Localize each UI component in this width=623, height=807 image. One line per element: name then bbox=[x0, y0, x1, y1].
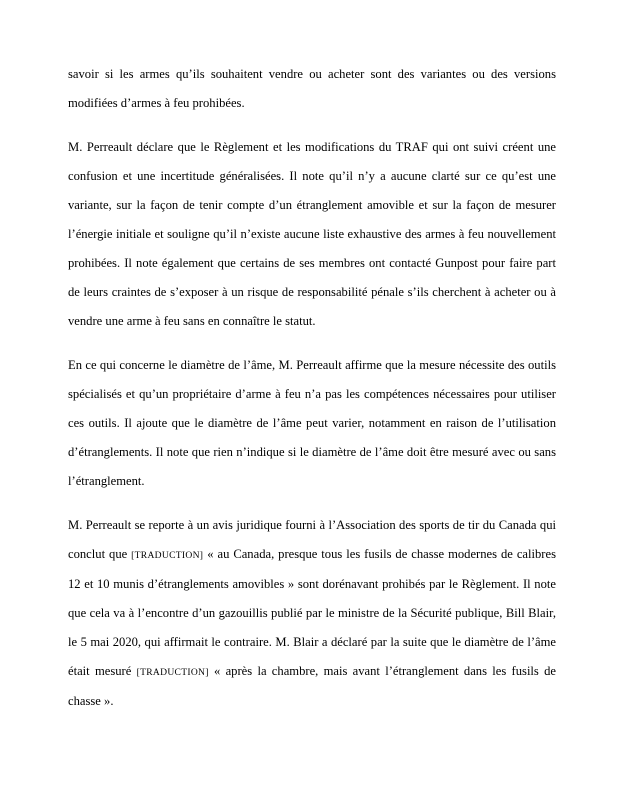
paragraph bbox=[68, 60, 556, 118]
paragraph bbox=[68, 511, 556, 716]
text-run: M. Perreault déclare que le Règlement et les modifications du TRAF qui ont suivi créent une confusion et une incertitude généralisées. Il note qu’il n’y a aucune clarté sur ce qu’est une variante, sur la façon de tenir compte d’un étranglement amovible et sur la façon de mesurer l’énergie initiale et souligne qu’il n’existe aucune liste exhaustive des armes à feu nouvellement prohibées. Il note également que certains de ses membres ont contacté Gunpost pour faire part de leurs craintes de s’exposer à un risque de responsabilité pénale s’ils cherchent à acheter ou à vendre une arme à feu sans en connaître le statut. bbox=[68, 140, 556, 328]
text-run: En ce qui concerne le diamètre de l’âme, M. Perreault affirme que la mesure nécessite des outils spécialisés et qu’un propriétaire d’arme à feu n’a pas les compétences nécessaires pour utiliser ces outils. Il ajoute que le diamètre de l’âme peut varier, notamment en raison de l’utilisation d’étranglements. Il note que rien n’indique si le diamètre de l’âme doit être mesuré avec ou sans l’étranglement. bbox=[68, 358, 556, 488]
text-run: M. Perreault se reporte à un avis juridique fourni à l’Association des sports de tir du Canada qui conclut que bbox=[68, 518, 556, 561]
text-run: « au Canada, presque tous les fusils de chasse modernes de calibres 12 et 10 munis d’étranglements amovibles » sont dorénavant prohibés par le Règlement. Il note que cela va à l’encontre d’un gazouillis publié par le ministre de la Sécurité publique, Bill Blair, le 5 mai 2020, qui affirmait le contraire. M. Blair a déclaré par la suite que le diamètre de l’âme était mesuré bbox=[68, 547, 556, 678]
traduction-marker: [TRADUCTION] bbox=[136, 667, 209, 678]
paragraph bbox=[68, 133, 556, 336]
paragraph bbox=[68, 351, 556, 496]
document-body bbox=[68, 60, 556, 731]
text-run: savoir si les armes qu’ils souhaitent vendre ou acheter sont des variantes ou des versions modifiées d’armes à feu prohibées. bbox=[68, 67, 556, 110]
traduction-marker: [TRADUCTION] bbox=[131, 550, 204, 561]
text-run: « après la chambre, mais avant l’étranglement dans les fusils de chasse ». bbox=[68, 664, 557, 708]
